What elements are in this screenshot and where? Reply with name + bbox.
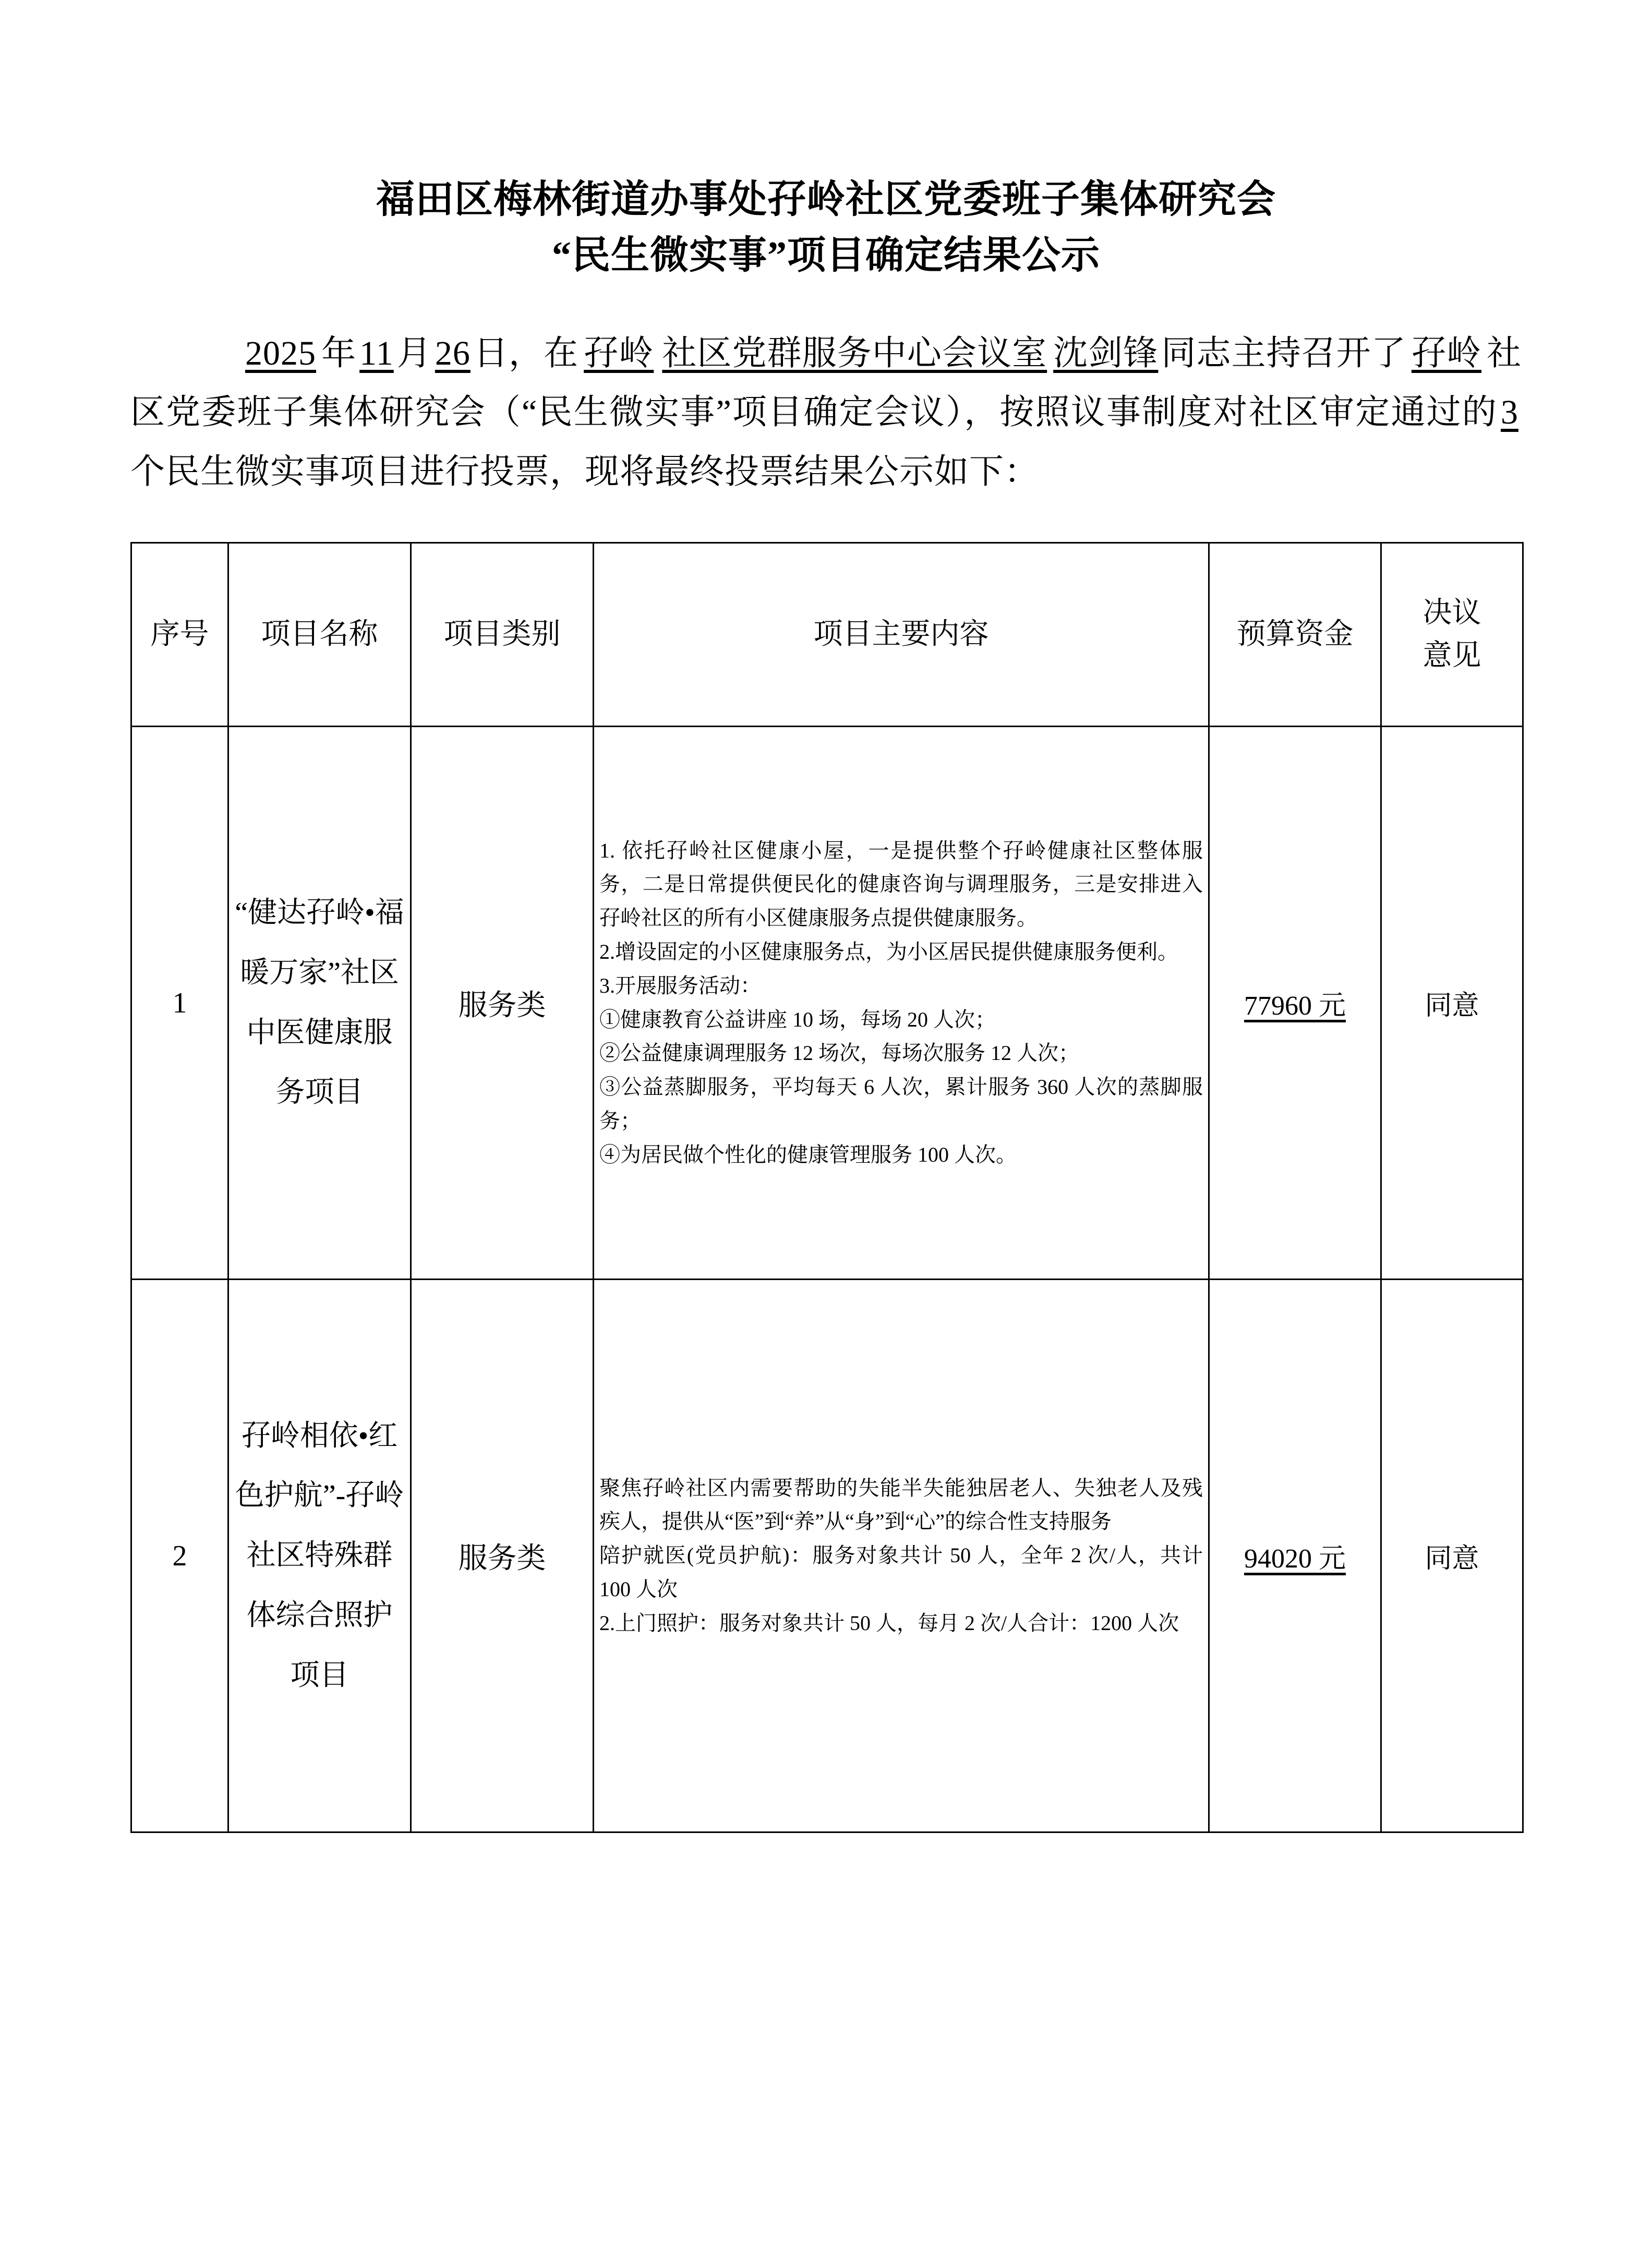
row-2-budget	[1209, 1280, 1381, 1832]
row-1-no: 1	[131, 727, 228, 1280]
row-2-project-detail	[594, 1280, 1209, 1832]
row-1-detail-line-1: 1. 依托孖岭社区健康小屋，一是提供整个孖岭健康社区整体服务，二是日常提供便民化的健康咨询与调理服务，三是安排进入孖岭社区的所有小区健康服务点提供健康服务。	[599, 838, 1203, 930]
month-label: 月	[396, 334, 432, 372]
title-line-2: “民生微实事”项目确定结果公示	[552, 234, 1100, 278]
header-no: 序号	[131, 543, 228, 727]
row-2-decision: 同意	[1381, 1280, 1523, 1832]
row-1-detail-line-7: ④为居民做个性化的健康管理服务 100 人次。	[599, 1142, 1017, 1166]
row-2-project-type: 服务类	[411, 1280, 594, 1832]
header-decision-line-2: 意见	[1422, 639, 1481, 672]
page-title	[130, 172, 1522, 284]
row-2-detail-line-3: 2.上门照护：服务对象共计 50 人，每月 2 次/人合计：1200 人次	[599, 1611, 1179, 1635]
row-2-detail-line-1: 聚焦孖岭社区内需要帮助的失能半失能独居老人、失独老人及残疾人，提供从“医”到“养”从“身”到“心”的综合性支持服务	[599, 1476, 1203, 1534]
paragraph-seg-3: 社区党委班子集体研究会（“民生微实事”项目确定会议），按照议事制度对社区审定通过的	[130, 334, 1522, 432]
intro-paragraph	[130, 324, 1522, 502]
row-2-no: 2	[131, 1280, 228, 1832]
project-count: 3	[1501, 393, 1518, 432]
row-1-detail-line-5: ②公益健康调理服务 12 场次，每场次服务 12 人次；	[599, 1041, 1079, 1065]
table-row	[131, 727, 1523, 1280]
row-2-project-name: 孖岭相依•红色护航”-孖岭社区特殊群体综合照护项目	[228, 1280, 411, 1832]
title-line-1: 福田区梅林街道办事处孖岭社区党委班子集体研究会	[376, 178, 1276, 221]
table-row	[131, 1280, 1523, 1832]
host-name: 沈剑锋	[1053, 334, 1159, 372]
header-decision-line-1: 决议	[1422, 597, 1481, 630]
paragraph-seg-4: 个民生微实事项目进行投票，现将最终投票结果公示如下：	[130, 452, 1039, 491]
row-1-detail-line-2: 2.增设固定的小区健康服务点，为小区居民提供健康服务便利。	[599, 940, 1178, 964]
row-1-detail-line-4: ①健康教育公益讲座 10 场，每场 20 人次；	[599, 1007, 996, 1031]
row-2-budget-unit: 元	[1318, 1544, 1346, 1574]
header-project-detail: 项目主要内容	[594, 543, 1209, 727]
venue-text: 社区党群服务中心会议室	[662, 334, 1047, 372]
header-project-name: 项目名称	[228, 543, 411, 727]
row-1-project-type: 服务类	[411, 727, 594, 1280]
header-decision	[1381, 543, 1523, 727]
meeting-month: 11	[359, 334, 394, 372]
header-project-type: 项目类别	[411, 543, 594, 727]
voting-result-table	[130, 542, 1524, 1833]
row-1-project-detail	[594, 727, 1209, 1280]
row-1-project-name: “健达孖岭•福暖万家”社区中医健康服务项目	[228, 727, 411, 1280]
row-1-detail-line-6: ③公益蒸脚服务，平均每天 6 人次，累计服务 360 人次的蒸脚服务；	[599, 1075, 1203, 1133]
row-1-decision: 同意	[1381, 727, 1523, 1280]
community-name-2: 孖岭	[1411, 334, 1482, 372]
meeting-year: 2025	[245, 334, 316, 372]
day-label: 日，在	[473, 334, 579, 372]
header-budget: 预算资金	[1209, 543, 1381, 727]
table-header-row	[131, 543, 1523, 727]
row-1-budget-value: 77960	[1244, 991, 1312, 1021]
row-2-budget-value: 94020	[1244, 1544, 1312, 1574]
row-1-detail-line-3: 3.开展服务活动：	[599, 973, 761, 997]
community-name-1: 孖岭	[584, 334, 654, 372]
row-1-budget	[1209, 727, 1381, 1280]
meeting-day: 26	[435, 334, 471, 372]
row-1-budget-unit: 元	[1318, 991, 1346, 1021]
year-label: 年	[321, 334, 357, 372]
row-2-detail-line-2: 陪护就医(党员护航)：服务对象共计 50 人，全年 2 次/人，共计 100 人次	[599, 1544, 1203, 1601]
paragraph-seg-2: 同志主持召开了	[1161, 334, 1406, 372]
